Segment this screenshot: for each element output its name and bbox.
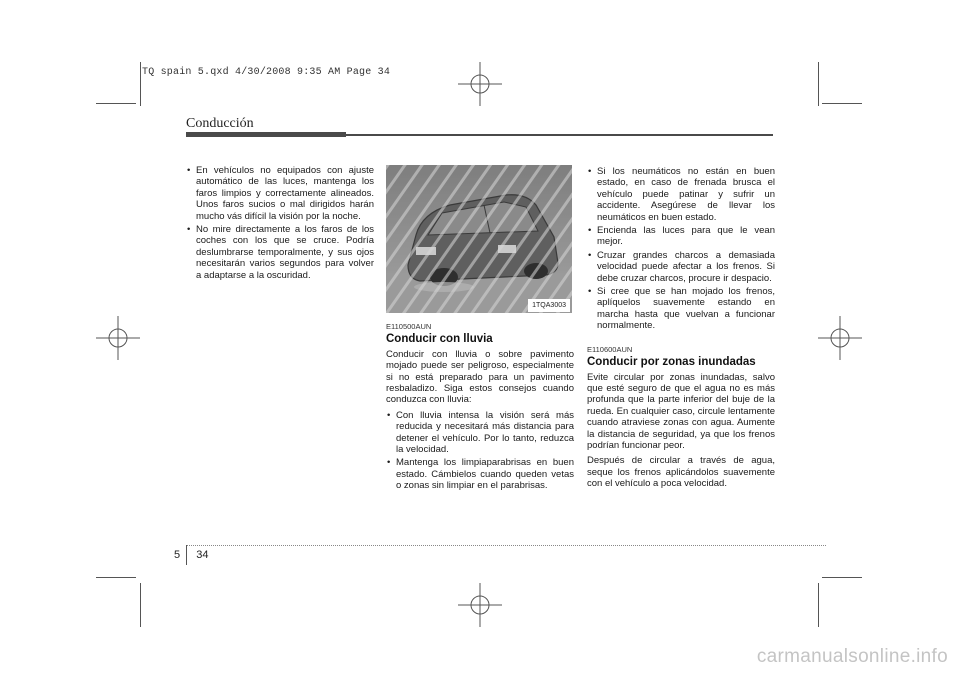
- column-2: [386, 165, 574, 496]
- page-number-value: 34: [196, 549, 209, 561]
- crop-mark: [140, 62, 141, 106]
- crop-mark: [818, 583, 819, 627]
- crop-mark: [818, 62, 819, 106]
- list-item: • Si los neumáticos no están en buen estado, en caso de frenada brusca el vehículo puede patinar y sufrir un accidente. Asegúrese de llevar los neumáticos en buen estado.: [587, 166, 775, 223]
- list-item: • No mire directamente a los faros de los coches con los que se cruce. Podría deslumbrarse temporalmente, y sus ojos necesitarán varios segundos para volver a adaptarse a la oscuridad.: [186, 224, 374, 281]
- tire-brake-tips-list: [587, 166, 775, 332]
- crop-mark: [96, 103, 136, 104]
- figure-label: 1TQA3003: [528, 299, 570, 312]
- crosshair-registration-icon: [458, 62, 502, 106]
- crosshair-registration-icon: [818, 316, 862, 360]
- section-code: E110600AUN: [587, 344, 633, 354]
- crosshair-registration-icon: [96, 316, 140, 360]
- list-item: • Con lluvia intensa la visión será más reducida y necesitará más distancia para detener el vehículo. Por lo tanto, reduzca la velocidad.: [386, 410, 574, 456]
- crop-mark: [140, 583, 141, 627]
- body-paragraph: Después de circular a través de agua, seque los frenos aplicándolos suavemente con el vehículo a poca velocidad.: [587, 455, 775, 490]
- header-rule-thick: [186, 132, 346, 137]
- printer-slug: TQ spain 5.qxd 4/30/2008 9:35 AM Page 34: [142, 67, 391, 78]
- rain-tips-list: [386, 410, 574, 492]
- body-paragraph: Evite circular por zonas inundadas, salvo que esté seguro de que el agua no es más profunda que la parte inferior del buje de la rueda. En cualquier caso, circule lentamente cuando atraviese zonas con agua. Aumente la distancia de seguridad, ya que los frenos podrían funcionar peor.: [587, 371, 775, 451]
- header-rule-thin: [346, 134, 773, 136]
- section-title: Conducción: [186, 116, 254, 131]
- rain-car-illustration: [386, 165, 572, 313]
- list-item: • En vehículos no equipados con ajuste automático de las luces, mantenga los faros limpios y correctamente alineados. Unos faros sucios o mal dirigidos harán mucho vás difícil la visión por la noche.: [186, 165, 374, 222]
- crosshair-registration-icon: [458, 583, 502, 627]
- column-3: [587, 166, 775, 494]
- section-heading: Conducir por zonas inundadas: [587, 356, 756, 369]
- section-heading: Conducir con lluvia: [386, 333, 493, 346]
- crop-mark: [96, 577, 136, 578]
- footer-dotted-rule: [186, 545, 826, 546]
- list-item: • Encienda las luces para que le vean mejor.: [587, 225, 775, 248]
- watermark-text[interactable]: carmanualsonline.info: [756, 646, 948, 667]
- list-item: • Cruzar grandes charcos a demasiada velocidad puede afectar a los frenos. Si debe cruzar charcos, procure ir despacio.: [587, 250, 775, 284]
- chapter-number: 5: [174, 549, 181, 561]
- body-paragraph: Conducir con lluvia o sobre pavimento mojado puede ser peligroso, especialmente si no está preparado para un pavimento resbaladizo. Siga estos consejos cuando conduzca con lluvia:: [386, 348, 574, 406]
- headlight-tips-list: [186, 165, 374, 281]
- list-item: • Si cree que se han mojado los frenos, aplíquelos suavemente estando en marcha hasta que vuelvan a funcionar normalmente.: [587, 286, 775, 332]
- page-number: [174, 549, 209, 561]
- crop-mark: [822, 103, 862, 104]
- rain-car-image: [386, 165, 572, 313]
- section-code: E110500AUN: [386, 322, 432, 331]
- list-item: • Mantenga los limpiaparabrisas en buen estado. Cámbielos cuando queden vetas o zonas sin limpiar en el parabrisas.: [386, 457, 574, 491]
- crop-mark: [822, 577, 862, 578]
- column-1: [186, 165, 374, 285]
